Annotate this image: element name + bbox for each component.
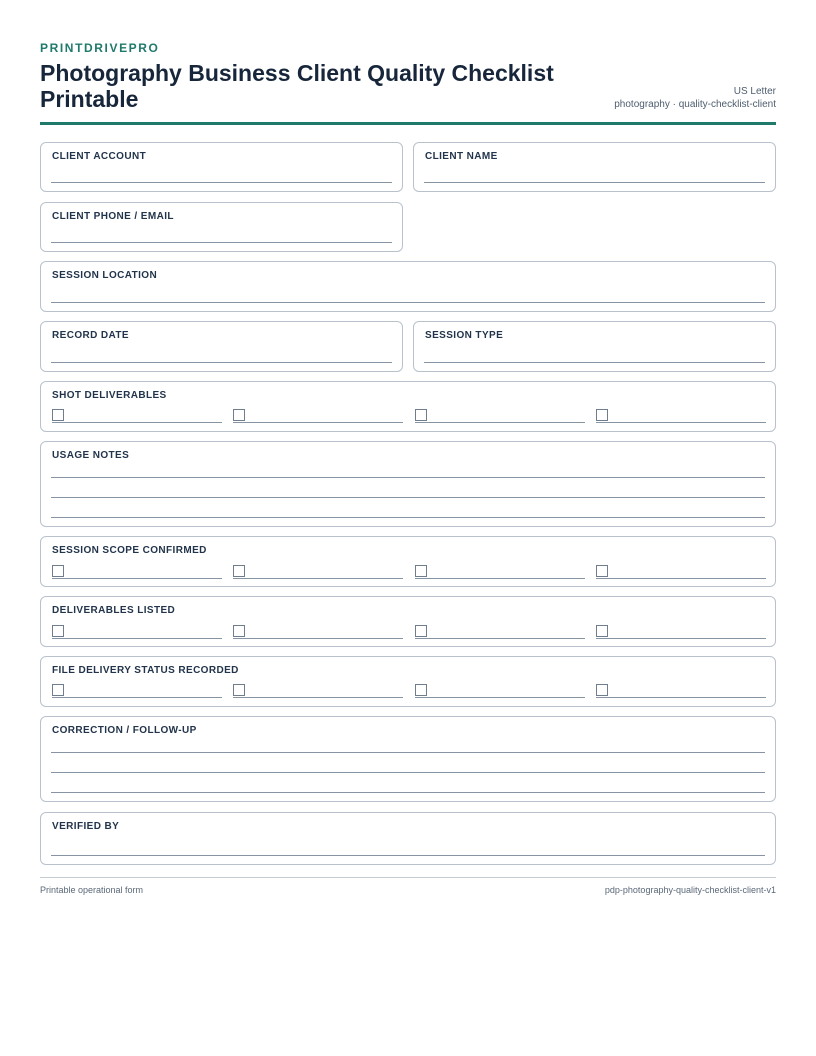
checkbox-line xyxy=(596,422,766,423)
shot-deliverables-checkbox-1[interactable] xyxy=(52,408,222,422)
document-meta xyxy=(614,85,776,111)
record-date-field xyxy=(40,321,403,372)
checkbox-line xyxy=(52,578,222,579)
correction-follow-up-label: CORRECTION / FOLLOW-UP xyxy=(52,725,197,736)
checkbox-line xyxy=(52,697,222,698)
checkbox-square[interactable] xyxy=(596,409,608,421)
checkbox-square[interactable] xyxy=(233,625,245,637)
session-type-label: SESSION TYPE xyxy=(425,330,504,341)
correction-line-1[interactable] xyxy=(51,752,765,753)
checkbox-line xyxy=(596,697,766,698)
correction-line-3[interactable] xyxy=(51,792,765,793)
client-account-label: CLIENT ACCOUNT xyxy=(52,151,147,162)
checkbox-line xyxy=(52,422,222,423)
usage-notes-line-1[interactable] xyxy=(51,477,765,478)
session-scope-checkbox-2[interactable] xyxy=(233,564,403,578)
brand-name: PRINTDRIVEPRO xyxy=(40,41,160,55)
file-delivery-checkbox-2[interactable] xyxy=(233,683,403,697)
shot-deliverables-label: SHOT DELIVERABLES xyxy=(52,390,167,401)
checkbox-square[interactable] xyxy=(52,565,64,577)
checkbox-line xyxy=(415,638,585,639)
deliverables-listed-checkbox-4[interactable] xyxy=(596,624,766,638)
deliverables-listed-label: DELIVERABLES LISTED xyxy=(52,605,176,616)
checkbox-line xyxy=(415,422,585,423)
checkbox-square[interactable] xyxy=(596,684,608,696)
checkbox-line xyxy=(596,638,766,639)
checkbox-square[interactable] xyxy=(52,409,64,421)
session-type-field xyxy=(413,321,776,372)
client-name-field xyxy=(413,142,776,192)
checkbox-square[interactable] xyxy=(415,565,427,577)
session-scope-checkbox-3[interactable] xyxy=(415,564,585,578)
usage-notes-field xyxy=(40,441,776,527)
paper-size: US Letter xyxy=(733,86,776,97)
deliverables-listed-field xyxy=(40,596,776,647)
checkbox-line xyxy=(415,578,585,579)
checkbox-line xyxy=(233,578,403,579)
checkbox-square[interactable] xyxy=(596,565,608,577)
header-rule xyxy=(40,122,776,125)
page-title: Photography Business Client Quality Checklist Printable xyxy=(40,60,554,112)
client-phone-email-label: CLIENT PHONE / EMAIL xyxy=(52,211,174,222)
session-scope-confirmed-label: SESSION SCOPE CONFIRMED xyxy=(52,545,207,556)
checkbox-line xyxy=(596,578,766,579)
client-name-label: CLIENT NAME xyxy=(425,151,498,162)
client-name-input[interactable] xyxy=(424,182,765,183)
verified-by-field xyxy=(40,812,776,865)
correction-line-2[interactable] xyxy=(51,772,765,773)
verified-by-label: VERIFIED BY xyxy=(52,821,120,832)
session-location-field xyxy=(40,261,776,312)
shot-deliverables-checkbox-3[interactable] xyxy=(415,408,585,422)
checkbox-line xyxy=(233,422,403,423)
client-phone-email-field xyxy=(40,202,403,252)
checkbox-square[interactable] xyxy=(415,625,427,637)
record-date-input[interactable] xyxy=(51,362,392,363)
client-account-field xyxy=(40,142,403,192)
deliverables-listed-checkbox-1[interactable] xyxy=(52,624,222,638)
deliverables-listed-checkbox-3[interactable] xyxy=(415,624,585,638)
correction-follow-up-field xyxy=(40,716,776,802)
footer-rule xyxy=(40,877,776,878)
usage-notes-label: USAGE NOTES xyxy=(52,450,130,461)
shot-deliverables-checkbox-4[interactable] xyxy=(596,408,766,422)
shot-deliverables-field xyxy=(40,381,776,432)
session-scope-checkbox-1[interactable] xyxy=(52,564,222,578)
session-scope-checkbox-4[interactable] xyxy=(596,564,766,578)
client-phone-email-input[interactable] xyxy=(51,242,392,243)
checkbox-line xyxy=(52,638,222,639)
file-delivery-status-field xyxy=(40,656,776,707)
checkbox-square[interactable] xyxy=(52,625,64,637)
checkbox-square[interactable] xyxy=(415,409,427,421)
checkbox-line xyxy=(233,638,403,639)
checkbox-square[interactable] xyxy=(596,625,608,637)
document-tags: photography · quality-checklist-client xyxy=(614,99,776,110)
deliverables-listed-checkbox-2[interactable] xyxy=(233,624,403,638)
checkbox-square[interactable] xyxy=(233,409,245,421)
footer-form-id: pdp-photography-quality-checklist-client-v1 xyxy=(604,885,776,895)
record-date-label: RECORD DATE xyxy=(52,330,129,341)
checkbox-square[interactable] xyxy=(233,684,245,696)
checkbox-line xyxy=(233,697,403,698)
file-delivery-status-label: FILE DELIVERY STATUS RECORDED xyxy=(52,665,239,676)
verified-by-input[interactable] xyxy=(51,855,765,856)
session-scope-confirmed-field xyxy=(40,536,776,587)
footer-form-type: Printable operational form xyxy=(40,885,144,895)
client-account-input[interactable] xyxy=(51,182,392,183)
file-delivery-checkbox-3[interactable] xyxy=(415,683,585,697)
usage-notes-line-3[interactable] xyxy=(51,517,765,518)
checkbox-line xyxy=(415,697,585,698)
usage-notes-line-2[interactable] xyxy=(51,497,765,498)
session-location-label: SESSION LOCATION xyxy=(52,270,158,281)
file-delivery-checkbox-4[interactable] xyxy=(596,683,766,697)
file-delivery-checkbox-1[interactable] xyxy=(52,683,222,697)
checkbox-square[interactable] xyxy=(233,565,245,577)
checkbox-square[interactable] xyxy=(415,684,427,696)
session-type-input[interactable] xyxy=(424,362,765,363)
checkbox-square[interactable] xyxy=(52,684,64,696)
shot-deliverables-checkbox-2[interactable] xyxy=(233,408,403,422)
session-location-input[interactable] xyxy=(51,302,765,303)
